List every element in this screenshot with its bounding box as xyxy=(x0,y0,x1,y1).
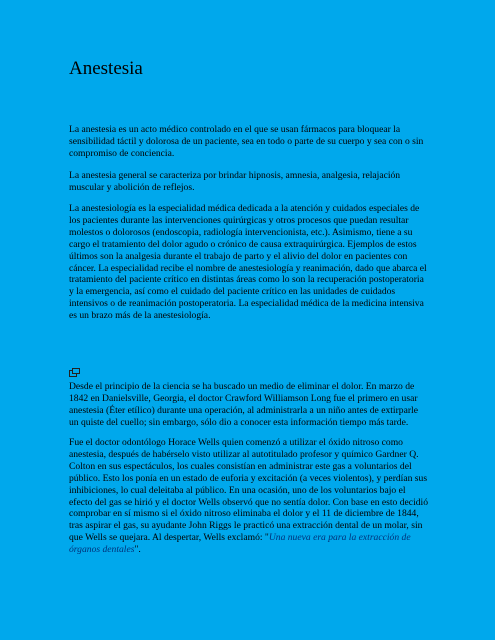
quote-end: ". xyxy=(134,544,141,556)
paragraph-text: La anestesia es un acto médico controlado en el que se usan fármacos para bloquear la sensibilidad táctil y dolorosa de un paciente, sea en todo o parte de su cuerpo y sea con o sin compromiso de conciencia. xyxy=(69,124,424,159)
paragraph-body: Fue el doctor odontólogo Horace Wells quien comenzó a utilizar el óxido nitroso como anestesia, después de habérselo visto utilizar al autotitulado profesor y químico Gardner Q. Colton en sus espectáculos, los cuales consistían en administrar este gas a voluntarios del público. Esto los ponía en un estado de euforia y excitación (a veces violentos), y perdían sus inhibiciones, lo cual deleitaba al público. En una ocasión, uno de los voluntarios bajo el efecto del gas se hirió y el doctor Wells observó que no sentía dolor. Con base en esto decidió comprobar en sí mismo si el óxido nitroso eliminaba el dolor y el 11 de diciembre de 1844, tras aspirar el gas, su ayudante John Riggs le practicó una extracción dental de un molar, sin que Wells se quejara. Al despertar, Wells exclamó: " xyxy=(69,437,428,544)
external-link-icon[interactable] xyxy=(69,364,80,373)
paragraph-history xyxy=(69,381,429,429)
paragraph-text: La anestesia general se caracteriza por brindar hipnosis, amnesia, analgesia, relajación muscular y abolición de reflejos. xyxy=(69,170,401,193)
quote-text: Una nueva era para la extracción de órganos dentales xyxy=(69,532,411,556)
paragraph-general-anesthesia xyxy=(69,170,429,194)
paragraph-definition xyxy=(69,124,429,160)
paragraph-anesthesiology xyxy=(69,203,429,322)
document-title: Anestesia xyxy=(69,58,143,79)
paragraph-text: La anestesiología es la especialidad médica dedicada a la atención y cuidados especiales de los pacientes durante las intervenciones quirúrgicas y otros procesos que puedan resultar molestos o dolorosos (endoscopia, radiología intervencionista, etc.). Asimismo, tiene a su cargo el tratamiento del dolor agudo o crónico de causa extraquirúrgica. Ejemplos de estos últimos son la analgesia durante el trabajo de parto y el alivio del dolor en pacientes con cáncer. La especialidad recibe el nombre de anestesiología y reanimación, dado que abarca el tratamiento del paciente crítico en distintas áreas como lo son la recuperación postoperatoria y la emergencia, así como el cuidado del paciente crítico en las unidades de cuidados intensivos o de reanimación postoperatoria. La especialidad médica de la medicina intensiva es un brazo más de la anestesiología. xyxy=(69,203,427,322)
paragraph-text: Desde el principio de la ciencia se ha buscado un medio de eliminar el dolor. En marzo de 1842 en Danielsville, Georgia, el doctor Crawford Williamson Long fue el primero en usar anestesia (Éter etílico) durante una operación, al administrarla a un niño antes de extirparle un quiste del cuello; sin embargo, sólo dio a conocer esta información tiempo más tarde. xyxy=(69,381,418,428)
paragraph-horace-wells xyxy=(69,437,429,556)
paragraph-text xyxy=(69,437,429,556)
